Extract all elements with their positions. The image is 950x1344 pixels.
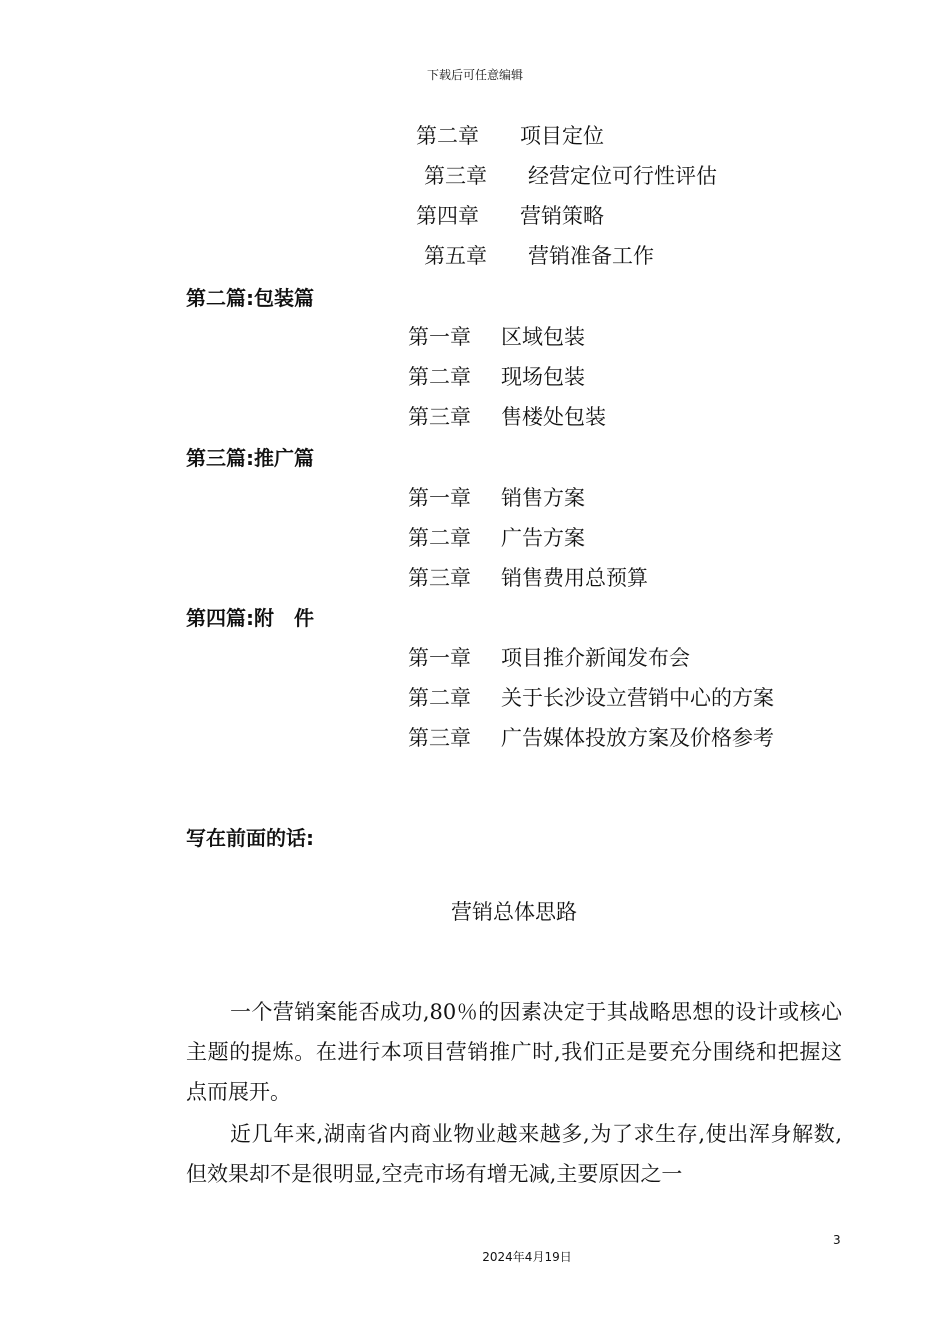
body-paragraph: 一个营销案能否成功,80％的因素决定于其战略思想的设计或核心主题的提炼。在进行本项目营销推广时,我们正是要充分围绕和把握这点而展开。: [186, 1000, 842, 1104]
part-heading: 第三篇:推广篇: [186, 446, 314, 470]
toc-chapter-number: 第二章: [408, 526, 471, 550]
part-heading: 第二篇:包装篇: [186, 286, 314, 310]
toc-entry: [408, 323, 585, 351]
toc-chapter-title: 销售费用总预算: [501, 566, 648, 590]
toc-chapter-title: 广告方案: [501, 526, 585, 550]
toc-entry: [408, 484, 585, 512]
toc-chapter-title: 营销策略: [520, 204, 604, 228]
toc-chapter-title: 项目定位: [520, 124, 604, 148]
page-header: 下载后可任意编辑: [426, 68, 523, 82]
toc-chapter-number: 第二章: [408, 365, 471, 389]
toc-chapter-number: 第三章: [408, 566, 471, 590]
toc-entry: [408, 564, 648, 592]
toc-chapter-number: 第二章: [408, 686, 471, 710]
toc-entry: [408, 524, 585, 552]
toc-chapter-title: 现场包装: [501, 365, 585, 389]
toc-chapter-number: 第四章: [416, 204, 479, 228]
toc-chapter-title: 广告媒体投放方案及价格参考: [501, 726, 774, 750]
toc-chapter-title: 销售方案: [501, 486, 585, 510]
toc-chapter-number: 第一章: [408, 486, 471, 510]
body-paragraph: 近几年来,湖南省内商业物业越来越多,为了求生存,使出浑身解数,但效果却不是很明显,空壳市场有增无减,主要原因之一: [186, 1122, 842, 1186]
toc-entry: [416, 202, 604, 230]
toc-entry: [424, 162, 717, 190]
footer-date: 2024年4月19日: [482, 1250, 572, 1264]
toc-chapter-number: 第三章: [408, 405, 471, 429]
toc-entry: [416, 122, 604, 150]
toc-chapter-title: 项目推介新闻发布会: [501, 646, 690, 670]
toc-chapter-number: 第三章: [424, 164, 487, 188]
toc-chapter-number: 第二章: [416, 124, 479, 148]
toc-chapter-title: 营销准备工作: [528, 244, 654, 268]
toc-chapter-title: 售楼处包装: [501, 405, 606, 429]
toc-chapter-title: 区域包装: [501, 325, 585, 349]
toc-chapter-number: 第五章: [424, 244, 487, 268]
section-title: 营销总体思路: [451, 900, 577, 924]
page-number: 3: [833, 1233, 841, 1247]
toc-chapter-title: 经营定位可行性评估: [528, 164, 717, 188]
toc-chapter-number: 第三章: [408, 726, 471, 750]
toc-entry: [408, 403, 606, 431]
preface-heading: 写在前面的话:: [186, 826, 314, 850]
toc-chapter-number: 第一章: [408, 325, 471, 349]
part-heading: 第四篇:附 件: [186, 606, 314, 630]
toc-chapter-number: 第一章: [408, 646, 471, 670]
toc-chapter-title: 关于长沙设立营销中心的方案: [501, 686, 774, 710]
toc-entry: [408, 363, 585, 391]
toc-entry: [408, 724, 774, 752]
toc-entry: [408, 644, 690, 672]
toc-entry: [424, 242, 654, 270]
toc-entry: [408, 684, 774, 712]
